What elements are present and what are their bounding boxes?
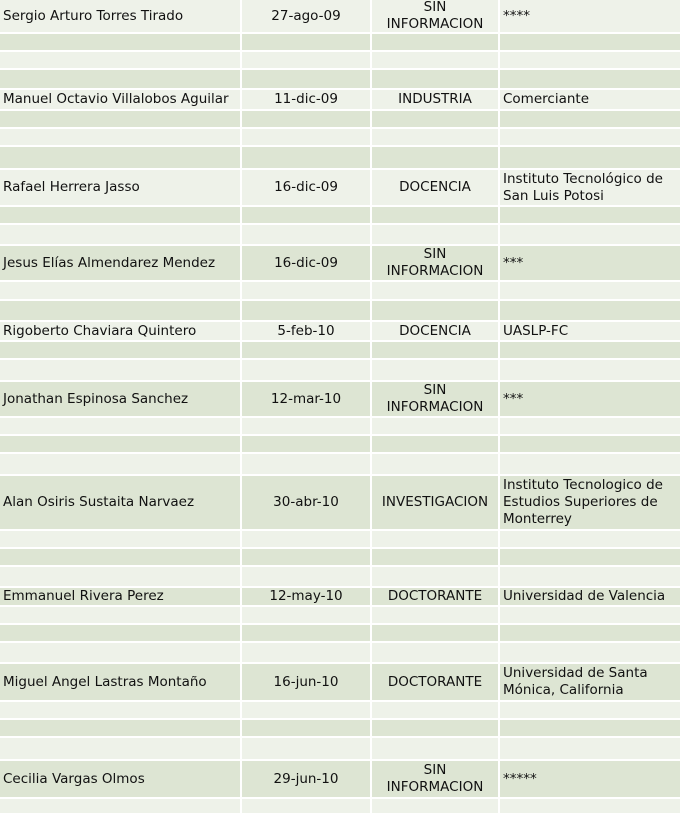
institution-cell [500, 436, 680, 452]
date-cell [242, 322, 372, 340]
table-row-empty [0, 625, 680, 643]
sector-cell [372, 643, 500, 662]
table-row [0, 90, 680, 111]
table-row-empty [0, 549, 680, 567]
date-cell [242, 129, 372, 145]
date-cell [242, 549, 372, 565]
date-cell [242, 147, 372, 168]
institution-cell [500, 170, 680, 205]
date-text: 12-may-10 [269, 588, 343, 604]
date-text: 29-jun-10 [273, 770, 339, 787]
date-text: 30-abr-10 [273, 494, 339, 510]
sector-cell [372, 588, 500, 605]
table-row-empty [0, 34, 680, 52]
sector-cell [372, 382, 500, 416]
date-cell [242, 761, 372, 797]
institution-cell [500, 225, 680, 244]
institution-cell [500, 664, 680, 700]
person-name-cell [0, 52, 242, 68]
person-name-cell [0, 664, 242, 700]
table-row-empty [0, 799, 680, 815]
institution-cell [500, 588, 680, 605]
institution-cell [500, 761, 680, 797]
institution-text: Comerciante [503, 91, 589, 107]
sector-cell [372, 454, 500, 474]
institution-text: *** [503, 254, 524, 271]
institution-text: Instituto Tecnológico de San Luis Potosi [503, 170, 663, 204]
table-row [0, 322, 680, 342]
date-cell [242, 70, 372, 88]
date-text: 27-ago-09 [271, 7, 341, 24]
person-name-cell [0, 567, 242, 586]
sector-cell [372, 702, 500, 718]
institution-cell [500, 476, 680, 529]
sector-cell [372, 90, 500, 109]
date-cell [242, 531, 372, 547]
institution-cell [500, 720, 680, 736]
sector-cell [372, 322, 500, 340]
person-name-cell [0, 607, 242, 623]
sector-text: DOCENCIA [399, 322, 471, 339]
person-name-cell [0, 761, 242, 797]
table-row-empty [0, 454, 680, 476]
sector-cell [372, 799, 500, 813]
table-row [0, 761, 680, 799]
person-name-text: Cecilia Vargas Olmos [3, 770, 145, 787]
table-row [0, 588, 680, 607]
institution-cell [500, 0, 680, 32]
person-name-cell [0, 129, 242, 145]
sector-text: SIN INFORMACION [386, 246, 484, 279]
sector-cell [372, 170, 500, 205]
institution-cell [500, 382, 680, 416]
table-row-empty [0, 720, 680, 738]
sector-cell [372, 34, 500, 50]
person-name-cell [0, 282, 242, 299]
person-name-cell [0, 360, 242, 380]
date-cell [242, 301, 372, 320]
person-name-text: Alan Osiris Sustaita Narvaez [3, 494, 195, 510]
institution-text: **** [503, 7, 530, 24]
date-cell [242, 799, 372, 813]
person-name-text: Manuel Octavio Villalobos Aguilar [3, 91, 229, 107]
institution-text: Universidad de Valencia [503, 588, 666, 604]
institution-cell [500, 360, 680, 380]
sector-text: INVESTIGACION [381, 494, 489, 510]
sector-cell [372, 418, 500, 434]
institution-cell [500, 643, 680, 662]
person-name-text: Miguel Angel Lastras Montaño [3, 673, 207, 690]
sector-cell [372, 147, 500, 168]
table-row-empty [0, 342, 680, 360]
sector-cell [372, 70, 500, 88]
sector-cell [372, 0, 500, 32]
institution-cell [500, 246, 680, 280]
table-row [0, 246, 680, 282]
person-name-text: Jonathan Espinosa Sanchez [3, 390, 189, 407]
date-cell [242, 246, 372, 280]
institution-text: Instituto Tecnologico de Estudios Superiores de Monterrey [503, 477, 663, 527]
sector-text: INDUSTRIA [398, 91, 472, 107]
date-cell [242, 476, 372, 529]
person-name-cell [0, 322, 242, 340]
date-cell [242, 664, 372, 700]
date-cell [242, 454, 372, 474]
institution-cell [500, 70, 680, 88]
sector-text: SIN INFORMACION [386, 382, 484, 415]
date-cell [242, 34, 372, 50]
person-name-cell [0, 476, 242, 529]
institution-cell [500, 738, 680, 759]
table-row-empty [0, 531, 680, 549]
sector-text: DOCTORANTE [387, 673, 483, 690]
person-name-text: Sergio Arturo Torres Tirado [3, 7, 184, 24]
person-name-text: Rigoberto Chaviara Quintero [3, 322, 197, 339]
table-row [0, 0, 680, 34]
institution-text: ***** [503, 770, 537, 787]
sector-text: DOCENCIA [399, 179, 471, 195]
sector-text: SIN INFORMACION [386, 0, 484, 32]
date-cell [242, 418, 372, 434]
date-cell [242, 0, 372, 32]
person-name-text: Rafael Herrera Jasso [3, 179, 140, 195]
institution-cell [500, 322, 680, 340]
person-name-text: Emmanuel Rivera Perez [3, 588, 164, 604]
date-text: 16-dic-09 [274, 254, 338, 271]
date-text: 5-feb-10 [277, 322, 335, 339]
person-name-cell [0, 799, 242, 813]
date-cell [242, 738, 372, 759]
person-name-cell [0, 90, 242, 109]
table-row-empty [0, 643, 680, 664]
date-cell [242, 360, 372, 380]
person-name-cell [0, 207, 242, 223]
sector-cell [372, 738, 500, 759]
institution-cell [500, 129, 680, 145]
table-row [0, 664, 680, 702]
date-text: 16-dic-09 [274, 179, 338, 195]
person-name-text: Jesus Elías Almendarez Mendez [3, 254, 216, 271]
date-cell [242, 702, 372, 718]
table-row-empty [0, 52, 680, 70]
table-row-empty [0, 360, 680, 382]
person-name-cell [0, 436, 242, 452]
institution-cell [500, 90, 680, 109]
institution-cell [500, 607, 680, 623]
institution-cell [500, 531, 680, 547]
sector-cell [372, 664, 500, 700]
sector-cell [372, 282, 500, 299]
sector-cell [372, 476, 500, 529]
sector-text: DOCTORANTE [387, 588, 483, 604]
person-name-cell [0, 0, 242, 32]
person-name-cell [0, 702, 242, 718]
institution-cell [500, 111, 680, 127]
date-cell [242, 342, 372, 358]
person-name-cell [0, 454, 242, 474]
date-cell [242, 207, 372, 223]
institution-cell [500, 342, 680, 358]
table-row [0, 476, 680, 531]
institution-cell [500, 454, 680, 474]
person-name-cell [0, 382, 242, 416]
date-cell [242, 567, 372, 586]
sector-cell [372, 625, 500, 641]
institution-cell [500, 207, 680, 223]
institution-cell [500, 52, 680, 68]
sector-cell [372, 607, 500, 623]
person-name-cell [0, 342, 242, 358]
table-row [0, 382, 680, 418]
table-row-empty [0, 738, 680, 761]
date-cell [242, 720, 372, 736]
person-name-cell [0, 625, 242, 641]
person-name-cell [0, 70, 242, 88]
date-cell [242, 282, 372, 299]
table-row-empty [0, 147, 680, 170]
institution-text: UASLP-FC [503, 322, 569, 339]
table-row-empty [0, 567, 680, 588]
sector-cell [372, 207, 500, 223]
institution-cell [500, 282, 680, 299]
date-text: 11-dic-09 [274, 91, 338, 107]
sector-cell [372, 720, 500, 736]
sector-cell [372, 111, 500, 127]
person-name-cell [0, 147, 242, 168]
person-name-cell [0, 225, 242, 244]
table-row-empty [0, 129, 680, 147]
table-row-empty [0, 207, 680, 225]
person-name-cell [0, 531, 242, 547]
institution-cell [500, 301, 680, 320]
date-text: 16-jun-10 [273, 673, 339, 690]
person-name-cell [0, 720, 242, 736]
sector-cell [372, 761, 500, 797]
institution-cell [500, 147, 680, 168]
table-row-empty [0, 282, 680, 301]
date-cell [242, 52, 372, 68]
table-row-empty [0, 111, 680, 129]
table-row-empty [0, 301, 680, 322]
institution-text: Universidad de Santa Mónica, California [503, 665, 648, 698]
institution-cell [500, 799, 680, 813]
sector-cell [372, 342, 500, 358]
table-row-empty [0, 70, 680, 90]
date-cell [242, 588, 372, 605]
institution-cell [500, 549, 680, 565]
person-name-cell [0, 111, 242, 127]
person-name-cell [0, 246, 242, 280]
date-cell [242, 382, 372, 416]
table-row-empty [0, 225, 680, 246]
date-cell [242, 225, 372, 244]
person-name-cell [0, 418, 242, 434]
table-row-empty [0, 418, 680, 436]
sector-cell [372, 129, 500, 145]
person-name-cell [0, 34, 242, 50]
date-text: 12-mar-10 [270, 390, 342, 407]
date-cell [242, 625, 372, 641]
person-name-cell [0, 738, 242, 759]
date-cell [242, 643, 372, 662]
date-cell [242, 90, 372, 109]
sector-cell [372, 549, 500, 565]
table-row-empty [0, 607, 680, 625]
date-cell [242, 436, 372, 452]
table-row-empty [0, 436, 680, 454]
date-cell [242, 607, 372, 623]
person-name-cell [0, 170, 242, 205]
person-name-cell [0, 588, 242, 605]
sector-cell [372, 567, 500, 586]
institution-cell [500, 34, 680, 50]
table-row [0, 170, 680, 207]
sector-cell [372, 225, 500, 244]
date-cell [242, 170, 372, 205]
sector-text: SIN INFORMACION [386, 762, 484, 795]
sector-cell [372, 360, 500, 380]
person-name-cell [0, 643, 242, 662]
sector-cell [372, 246, 500, 280]
person-name-cell [0, 549, 242, 565]
institution-cell [500, 702, 680, 718]
institution-cell [500, 418, 680, 434]
sector-cell [372, 52, 500, 68]
institution-cell [500, 567, 680, 586]
sector-cell [372, 436, 500, 452]
date-cell [242, 111, 372, 127]
person-name-cell [0, 301, 242, 320]
sector-cell [372, 531, 500, 547]
sector-cell [372, 301, 500, 320]
institution-cell [500, 625, 680, 641]
institution-text: *** [503, 390, 524, 407]
table-row-empty [0, 702, 680, 720]
